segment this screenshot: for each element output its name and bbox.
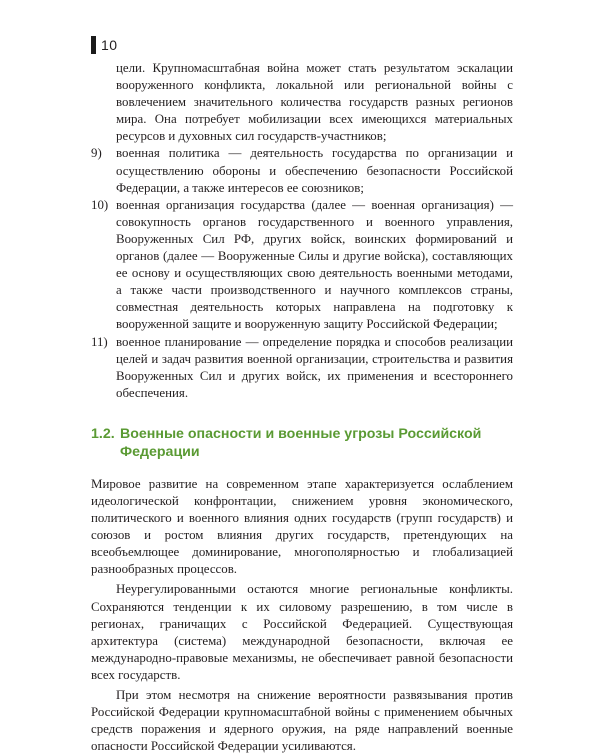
page-number: 10	[101, 37, 118, 53]
list-item-number: 11)	[91, 334, 108, 349]
body-paragraph: При этом несмотря на снижение вероятности развязывания против Российской Федерации крупномасштабной войны с применением обычных средств поражения и ядерного оружия, на ряде направлений военные опасности Российской Федерации усиливаются.	[91, 688, 513, 754]
section-title: Военные опасности и военные угрозы Российской Федерации	[120, 425, 482, 460]
list-item-9	[91, 145, 513, 196]
list-item-continuation: цели. Крупномасштабная война может стать результатом эскалации вооруженного конфликта, локальной или региональной войны с вовлечением значительного количества государств разных регионов мира. Она потребует мобилизации всех имеющихся материальных ресурсов и духовных сил государств-участников;	[116, 61, 513, 144]
section-heading	[91, 425, 513, 461]
page-marker-bar	[91, 36, 96, 54]
list-item-10	[91, 197, 513, 334]
page-content	[91, 60, 513, 755]
body-paragraph: Неурегулированными остаются многие региональные конфликты. Сохраняются тенденции к их силовому разрешению, в том числе в регионах, граничащих с Российской Федерацией. Существующая архитектура (система) международной безопасности, включая ее международно-правовые механизмы, не обеспечивает равной безопасности всех государств.	[91, 582, 513, 682]
list-item-text: военная организация государства (далее — военная организация) — совокупность органов государственного и военного управления, Вооруженных Сил РФ, других войск, воинских формирований и органов (далее — Вооруженные Силы и другие войска), составляющих ее основу и осуществляющих свою деятельность военными методами, а также части производственного и научного комплексов страны, совместная деятельность которых направлена на подготовку к вооруженной защите и вооруженную защиту Российской Федерации;	[116, 197, 513, 332]
running-header	[91, 36, 118, 54]
list-item-number: 9)	[91, 146, 102, 161]
list-item-text: военное планирование — определение порядка и способов реализации целей и задач развития военной организации, строительства и развития Вооруженных Сил и других войск, их применения и всестороннего обеспечения.	[116, 334, 513, 400]
section-number: 1.2.	[91, 425, 115, 442]
list-item-text: военная политика — деятельность государства по организации и осуществлению обороны и обеспечению безопасности Российской Федерации, а также интересов ее союзников;	[116, 146, 513, 195]
body-paragraph: Мировое развитие на современном этапе характеризуется ослаблением идеологической конфронтации, снижением уровня экономического, политического и военного влияния одних государств (групп государств) и союзов и ростом влияния других государств, претендующих на всеобъемлющее доминирование, многополярностью и глобализацией разнообразных процессов.	[91, 476, 513, 577]
list-item-11	[91, 334, 513, 402]
list-item-number: 10)	[91, 197, 109, 212]
